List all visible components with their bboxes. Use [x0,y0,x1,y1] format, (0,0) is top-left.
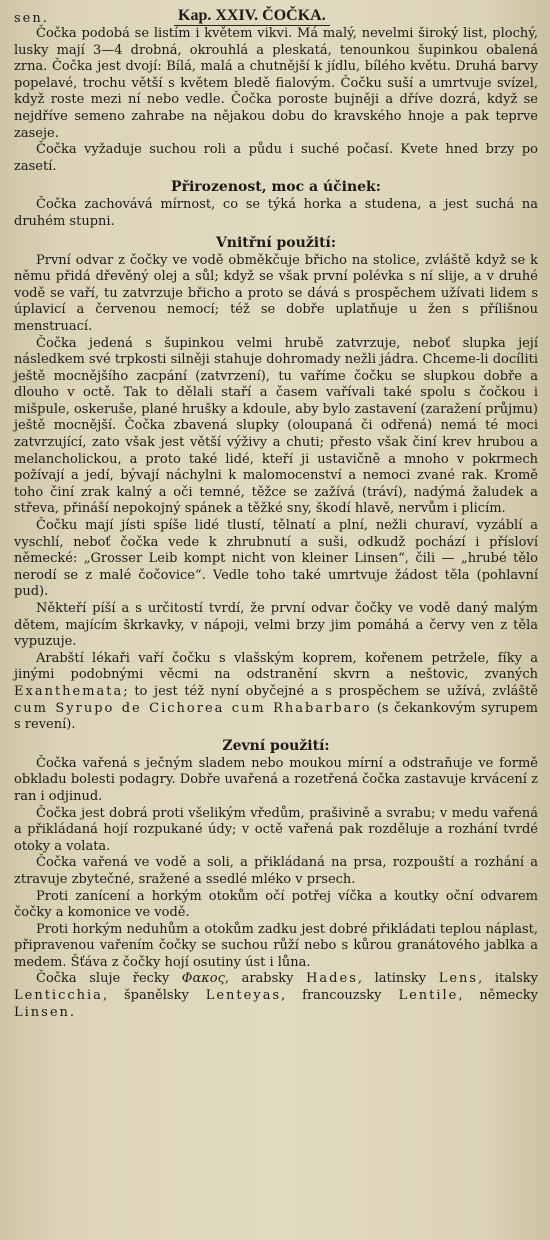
section-heading-internal-use: Vnitřní použití: [215,234,337,251]
internal-paragraph: První odvar z čočky ve vodě obměkčuje břicho na stolice, zvláště když se k němu přidá dřevěný olej a sůl; když se však první polévka s ní slije, a v druhé vodě se vaří, tu zatvrzuje břicho a proto se dává s prospěchem užívati lidem s úplavicí a červenou nemocí; též se dobře uplatňuje u žen s přílišnou menstruací. [14,252,538,334]
internal-paragraph: Čočka jedená s šupinkou velmi hrubě zatvrzuje, neboť slupka její následkem své trpkosti silněji stahuje dohromady nežli jádra. Chceme-li docíliti ještě mocnějšího zacpání (zatvrzení), tu vaříme čočku se slupkou dobře a dlouho v octě. Tak to dělali staří a časem vařívali také spolu s čočkou i mišpule, oskeruše, plané hrušky a kdoule, aby bylo zastavení (zaražení průjmu) ještě mocnější. Čočka zbavená slupky (oloupaná či odřená) nemá té moci zatvrzující, zato však jest větší výživy a chuti; přesto však činí krev hrubou a melancholickou, a proto také lidé, kteří ji ustavičně a mnoho v pokrmech požívají a jedí, bývají náchylni k malomocenství a nemoci zvané rak. Kromě toho činí zrak kalný a oči temné, těžce se zažívá (tráví), nadýmá žaludek a střeva, přináší nepokojný spánek a těžké sny, škodí hlavě, nervům i plicím. [14,335,538,517]
external-paragraph: Proti horkým neduhům a otokům zadku jest dobré přikládati teplou náplast, připravenou vařením čočky se suchou růží nebo s kůrou granátového jablka a medem. Šťáva z čočky hojí osutiny úst i lůna. [14,921,538,970]
latin-name: Lens [438,971,479,987]
spanish-name: Lenteyas [205,988,282,1004]
german-name: Linsen [14,1004,70,1020]
term-syrup: cum Syrupo de Cichorea cum Rhabarbaro [14,700,372,716]
page-header [14,2,538,26]
section-heading-nature: Přirozenost, moc a účinek: [171,179,381,196]
external-paragraph: Čočka vařená ve vodě a soli, a přikládaná na prsa, rozpouští a rozhání a ztravuje zbytečné, sražené a ssedlé mléko v prsech. [14,855,538,887]
arabic-name: Hades [306,971,358,987]
internal-paragraph: Někteří píší a s určitostí tvrdí, že první odvar čočky ve vodě daný malým dětem, majícím škrkavky, v nápoji, velmi brzy jim pomáhá a červy ven z těla vypuzuje. [14,601,538,650]
previous-chapter-fragment: sen. [14,11,49,26]
external-paragraph: Čočka jest dobrá proti všelikým vředům, prašivině a svrabu; v medu vařená a přikládaná hojí rozpukané údy; v octě vařená pak rozděluje a rozhání tvrdé otoky a volata. [14,805,538,854]
chapter-title: Kap. XXIV. ČOČKA. [174,7,330,26]
internal-paragraph: Čočku mají jísti spíše lidé tlustí, tělnatí a plní, nežli churaví, vyzáblí a vyschlí, neboť čočka vede k zhrubnutí a suši, odkudž pochází i přísloví německé: „Grosser Leib kompt nicht von kleiner Linsen“, čili — „hrubé tělo nerodí se z malé čočovice“. Vedle toho také umrtvuje žádost těla (pohlavní pud). [14,518,538,600]
external-paragraph: Proti zanícení a horkým otokům očí potřej víčka a koutky oční odvarem čočky a komonice ve vodě. [14,888,538,921]
internal-paragraph-arab: Arabští lékaři vaří čočku s vlašským koprem, kořenem petržele, fíky a jinými podobnými věcmi na odstranění skvrn a neštovic, zvaných Exanthemata; to jest též nyní obyčejné a s prospěchem se užívá, zvláště cum Syrupo de Cichorea cum Rhabarbaro (s čekankovým syrupem s revení). [14,650,538,733]
term-exanthemata: Exanthemata [14,683,124,699]
section-heading-external-use: Zevní použití: [222,737,330,754]
intro-section [14,26,538,175]
french-name: Lentile [398,988,459,1004]
nature-paragraph: Čočka zachovává mírnost, co se týká horka a studena, a jest suchá na druhém stupni. [14,197,538,229]
italian-name: Lenticchia [14,988,103,1004]
names-paragraph: Čočka sluje řecky Φακος, arabsky Hades, latinsky Lens, italsky Lenticchia, španělsky Lenteyas, francouzsky Lentile, německy Linsen. [14,971,539,1020]
greek-name: Φακος [181,971,225,987]
intro-paragraph: Čočka podobá se listím i květem vikvi. Má malý, nevelmi široký list, plochý, lusky mají 3—4 drobná, okrouhlá a pleskatá, tenounkou šupinkou obalená zrna. Čočka jest dvojí: Bílá, malá a chutnější k jídlu, bílého květu. Druhá barvy popelavé, trochu větší s květem bledě fialovým. Čočku suší a umrtvuje svízel, když roste mezi ní nebo vedle. Čočka poroste bujněji a dříve dozrá, když se nejdříve semeno zahrabe na nějakou dobu do kravského hnoje a pak teprve zaseje. [14,26,538,141]
external-paragraph: Čočka vařená s ječným sladem nebo moukou mírní a odstraňuje ve formě obkladu bolesti podagry. Dobře uvařená a rozetřená čočka zastavuje krvácení z ran i odjinud. [14,755,538,804]
intro-paragraph: Čočka vyžaduje suchou roli a půdu i suché počasí. Kvete hned brzy po zasetí. [14,142,538,174]
